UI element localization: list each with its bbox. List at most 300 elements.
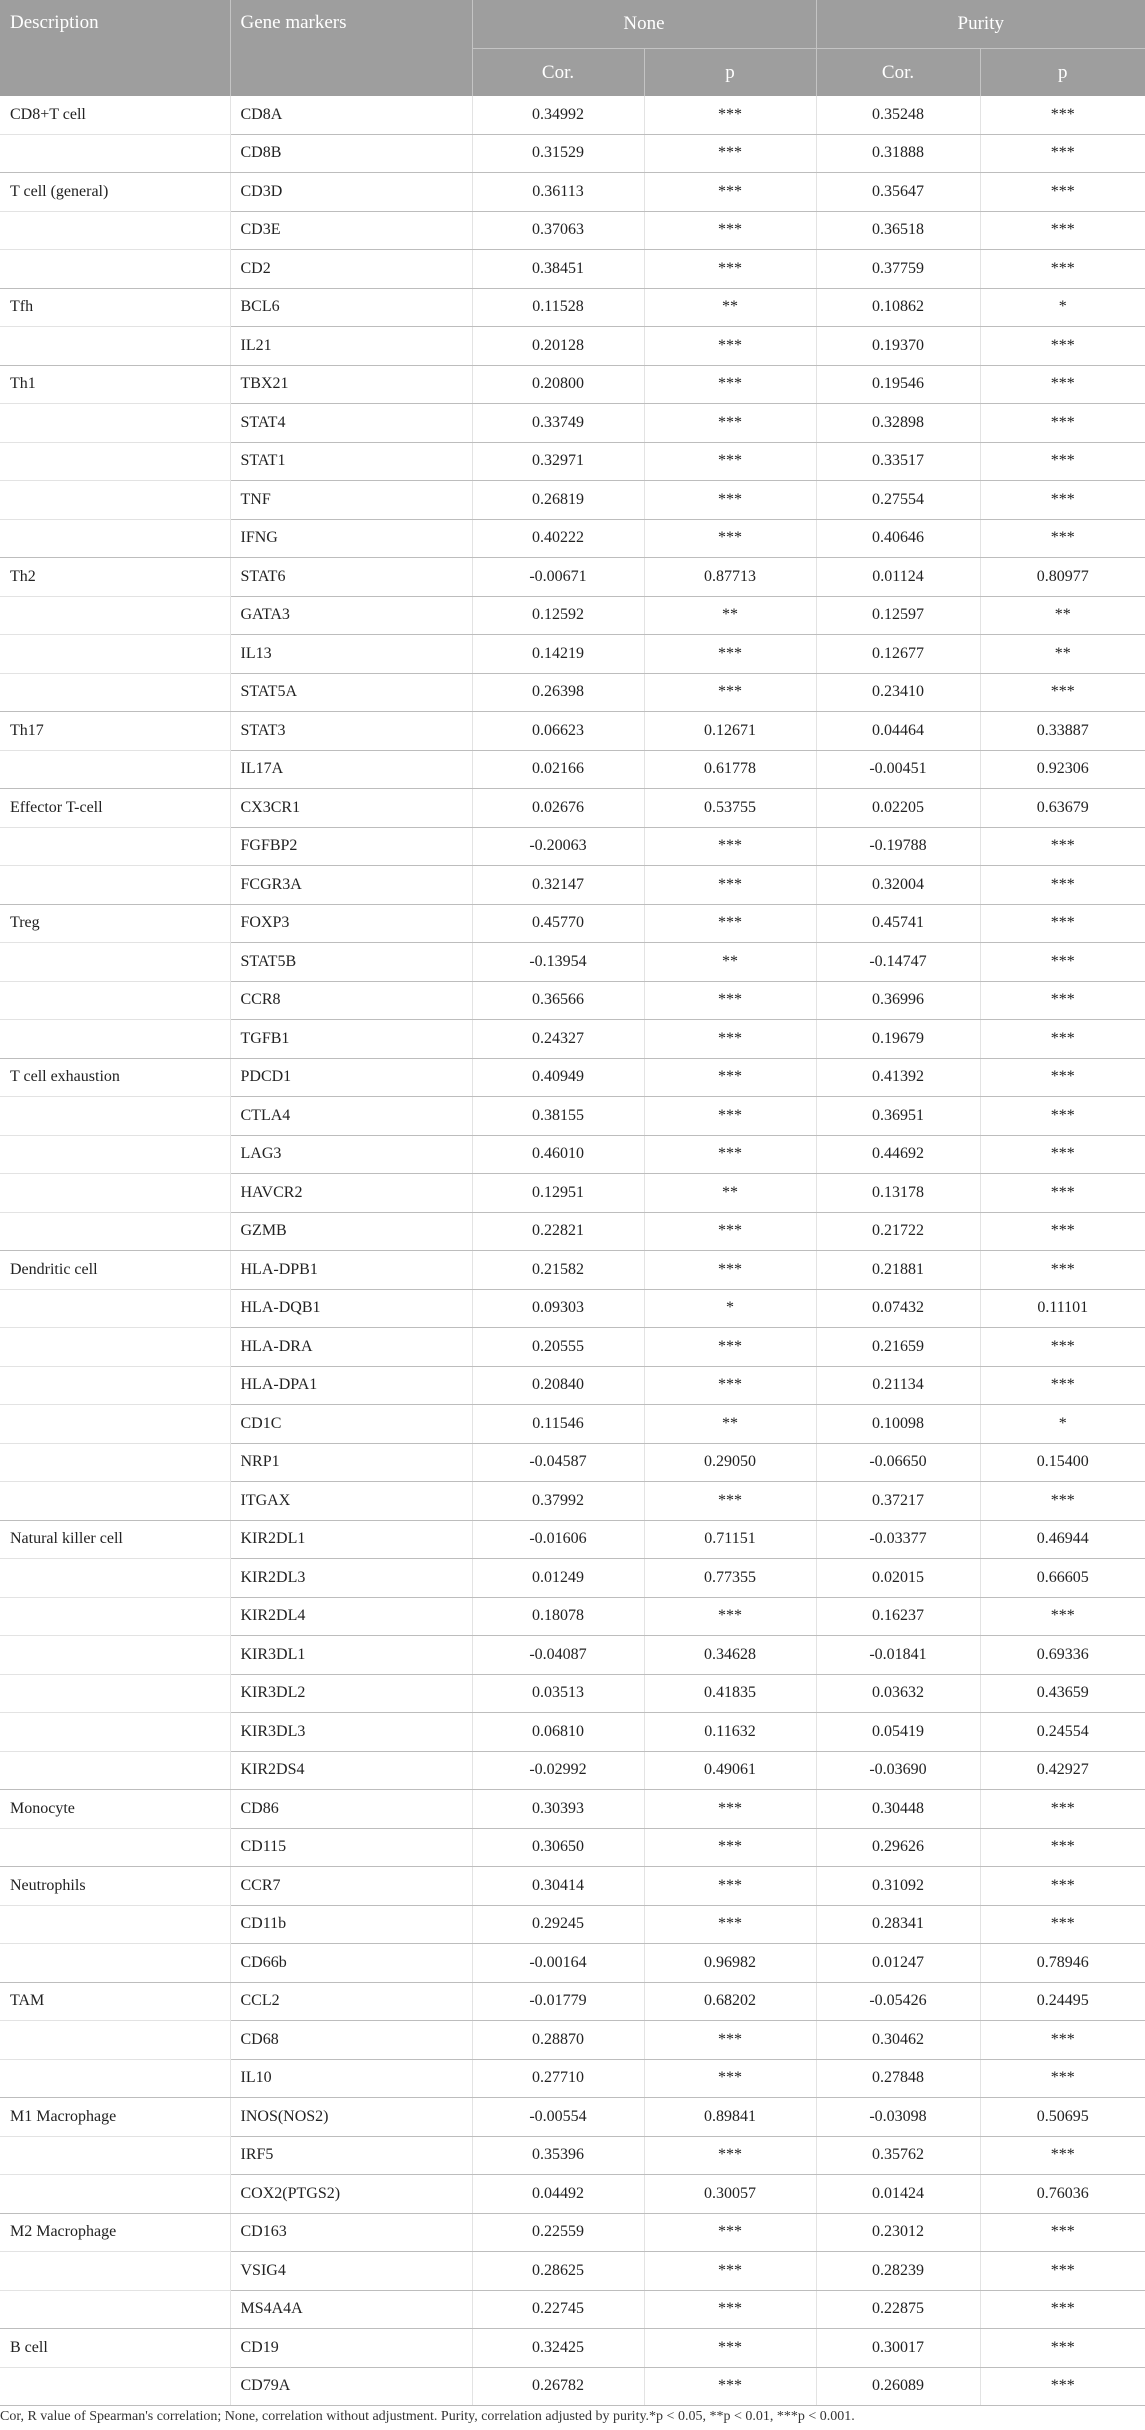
cell-none-cor: 0.27710: [472, 2059, 644, 2098]
cell-gene-marker: GATA3: [230, 596, 472, 635]
cell-description: Th17: [0, 712, 230, 751]
cell-description: CD8+T cell: [0, 96, 230, 134]
cell-purity-cor: 0.28239: [816, 2252, 980, 2291]
cell-purity-p: 0.42927: [980, 1751, 1145, 1790]
cell-purity-p: ***: [980, 1251, 1145, 1290]
table-row: [0, 1097, 1145, 1136]
cell-purity-p: **: [980, 596, 1145, 635]
cell-none-p: ***: [644, 1097, 816, 1136]
cell-none-cor: 0.26782: [472, 2367, 644, 2406]
cell-none-cor: 0.20840: [472, 1366, 644, 1405]
cell-purity-p: ***: [980, 943, 1145, 982]
header-purity-cor: Cor.: [816, 49, 980, 97]
cell-purity-p: ***: [980, 211, 1145, 250]
cell-none-p: **: [644, 596, 816, 635]
cell-gene-marker: COX2(PTGS2): [230, 2175, 472, 2214]
cell-none-p: ***: [644, 404, 816, 443]
cell-none-cor: 0.14219: [472, 635, 644, 674]
header-none-p: p: [644, 49, 816, 97]
cell-gene-marker: INOS(NOS2): [230, 2098, 472, 2137]
cell-description: B cell: [0, 2329, 230, 2368]
cell-none-p: ***: [644, 1905, 816, 1944]
cell-purity-p: ***: [980, 1097, 1145, 1136]
cell-description: [0, 2021, 230, 2060]
cell-description: [0, 2136, 230, 2175]
cell-description: Natural killer cell: [0, 1520, 230, 1559]
cell-purity-p: ***: [980, 866, 1145, 905]
cell-gene-marker: IL10: [230, 2059, 472, 2098]
cell-none-p: ***: [644, 250, 816, 289]
cell-purity-p: ***: [980, 673, 1145, 712]
cell-none-p: ***: [644, 1251, 816, 1290]
cell-gene-marker: KIR3DL3: [230, 1713, 472, 1752]
cell-none-cor: 0.37063: [472, 211, 644, 250]
cell-none-cor: 0.35396: [472, 2136, 644, 2175]
cell-none-cor: -0.02992: [472, 1751, 644, 1790]
cell-none-p: 0.12671: [644, 712, 816, 751]
cell-purity-p: 0.80977: [980, 558, 1145, 597]
cell-purity-p: 0.76036: [980, 2175, 1145, 2214]
table-row: [0, 1328, 1145, 1367]
cell-gene-marker: FCGR3A: [230, 866, 472, 905]
cell-none-p: ***: [644, 211, 816, 250]
cell-purity-p: 0.69336: [980, 1636, 1145, 1675]
cell-gene-marker: KIR2DL1: [230, 1520, 472, 1559]
cell-none-p: ***: [644, 2367, 816, 2406]
cell-none-cor: 0.12592: [472, 596, 644, 635]
table-row: [0, 1212, 1145, 1251]
cell-purity-cor: 0.07432: [816, 1289, 980, 1328]
cell-description: [0, 596, 230, 635]
cell-gene-marker: CD8B: [230, 134, 472, 173]
cell-description: [0, 1597, 230, 1636]
cell-gene-marker: MS4A4A: [230, 2290, 472, 2329]
cell-gene-marker: HLA-DPA1: [230, 1366, 472, 1405]
cell-none-cor: 0.34992: [472, 96, 644, 134]
cell-none-p: ***: [644, 442, 816, 481]
cell-purity-cor: 0.30448: [816, 1790, 980, 1829]
cell-description: Dendritic cell: [0, 1251, 230, 1290]
cell-purity-cor: 0.03632: [816, 1674, 980, 1713]
table-row: [0, 1944, 1145, 1983]
cell-purity-cor: 0.21722: [816, 1212, 980, 1251]
cell-purity-p: 0.43659: [980, 1674, 1145, 1713]
cell-none-cor: 0.36113: [472, 173, 644, 212]
cell-none-p: **: [644, 1174, 816, 1213]
cell-gene-marker: TGFB1: [230, 1020, 472, 1059]
cell-none-p: ***: [644, 1058, 816, 1097]
cell-purity-cor: 0.27848: [816, 2059, 980, 2098]
cell-purity-cor: 0.45741: [816, 904, 980, 943]
cell-description: [0, 2175, 230, 2214]
cell-purity-cor: 0.31092: [816, 1867, 980, 1906]
cell-purity-p: ***: [980, 519, 1145, 558]
cell-none-cor: 0.33749: [472, 404, 644, 443]
table-row: [0, 1713, 1145, 1752]
cell-description: [0, 1174, 230, 1213]
cell-none-cor: -0.00554: [472, 2098, 644, 2137]
cell-none-p: 0.30057: [644, 2175, 816, 2214]
cell-purity-cor: 0.12677: [816, 635, 980, 674]
cell-none-p: ***: [644, 1328, 816, 1367]
cell-purity-cor: -0.05426: [816, 1982, 980, 2021]
cell-description: [0, 2367, 230, 2406]
cell-none-p: ***: [644, 1212, 816, 1251]
cell-none-cor: 0.40222: [472, 519, 644, 558]
cell-purity-cor: 0.21881: [816, 1251, 980, 1290]
cell-description: [0, 211, 230, 250]
cell-gene-marker: NRP1: [230, 1443, 472, 1482]
cell-purity-p: ***: [980, 981, 1145, 1020]
cell-description: Tfh: [0, 288, 230, 327]
cell-none-p: 0.11632: [644, 1713, 816, 1752]
cell-none-p: ***: [644, 981, 816, 1020]
cell-gene-marker: KIR2DL4: [230, 1597, 472, 1636]
cell-purity-p: ***: [980, 1328, 1145, 1367]
table-footnote: Cor, R value of Spearman's correlation; None, correlation without adjustment. Purity, correlation adjusted by purity.*p < 0.05, **p < 0.01, ***p < 0.001.: [0, 2409, 855, 2424]
cell-purity-cor: 0.19370: [816, 327, 980, 366]
cell-gene-marker: KIR3DL2: [230, 1674, 472, 1713]
cell-gene-marker: CD86: [230, 1790, 472, 1829]
cell-gene-marker: FOXP3: [230, 904, 472, 943]
cell-purity-p: 0.24554: [980, 1713, 1145, 1752]
cell-description: [0, 866, 230, 905]
cell-purity-p: ***: [980, 1212, 1145, 1251]
table-row: [0, 481, 1145, 520]
cell-none-cor: 0.38155: [472, 1097, 644, 1136]
cell-purity-p: 0.92306: [980, 750, 1145, 789]
cell-description: Treg: [0, 904, 230, 943]
table-row: [0, 365, 1145, 404]
table-row: [0, 2059, 1145, 2098]
table-row: [0, 404, 1145, 443]
cell-description: [0, 1482, 230, 1521]
cell-none-cor: -0.00164: [472, 1944, 644, 1983]
cell-purity-cor: 0.37759: [816, 250, 980, 289]
cell-purity-cor: 0.10862: [816, 288, 980, 327]
table-row: [0, 1559, 1145, 1598]
cell-description: Th2: [0, 558, 230, 597]
cell-purity-p: ***: [980, 365, 1145, 404]
cell-description: T cell exhaustion: [0, 1058, 230, 1097]
cell-purity-p: ***: [980, 2290, 1145, 2329]
cell-purity-p: ***: [980, 2021, 1145, 2060]
cell-none-cor: -0.04587: [472, 1443, 644, 1482]
cell-gene-marker: IL13: [230, 635, 472, 674]
cell-none-p: ***: [644, 173, 816, 212]
table-row: [0, 442, 1145, 481]
cell-none-p: ***: [644, 1020, 816, 1059]
cell-purity-p: 0.15400: [980, 1443, 1145, 1482]
cell-purity-p: ***: [980, 404, 1145, 443]
cell-purity-cor: 0.37217: [816, 1482, 980, 1521]
cell-none-p: *: [644, 1289, 816, 1328]
cell-none-cor: 0.36566: [472, 981, 644, 1020]
cell-none-p: 0.68202: [644, 1982, 816, 2021]
cell-gene-marker: STAT1: [230, 442, 472, 481]
cell-purity-p: ***: [980, 96, 1145, 134]
cell-none-cor: 0.28625: [472, 2252, 644, 2291]
cell-none-p: ***: [644, 673, 816, 712]
cell-description: [0, 1212, 230, 1251]
cell-none-cor: 0.26398: [472, 673, 644, 712]
cell-gene-marker: IRF5: [230, 2136, 472, 2175]
cell-none-p: ***: [644, 827, 816, 866]
cell-purity-cor: -0.19788: [816, 827, 980, 866]
cell-purity-cor: 0.41392: [816, 1058, 980, 1097]
cell-none-p: ***: [644, 519, 816, 558]
header-none-cor: Cor.: [472, 49, 644, 97]
cell-purity-cor: 0.36951: [816, 1097, 980, 1136]
table-row: [0, 904, 1145, 943]
cell-purity-cor: 0.27554: [816, 481, 980, 520]
cell-none-p: ***: [644, 1597, 816, 1636]
cell-purity-cor: 0.19679: [816, 1020, 980, 1059]
cell-purity-cor: 0.36996: [816, 981, 980, 1020]
cell-purity-cor: -0.14747: [816, 943, 980, 982]
cell-gene-marker: GZMB: [230, 1212, 472, 1251]
cell-none-cor: 0.22745: [472, 2290, 644, 2329]
table-row: [0, 1020, 1145, 1059]
cell-none-cor: 0.03513: [472, 1674, 644, 1713]
cell-gene-marker: VSIG4: [230, 2252, 472, 2291]
cell-none-cor: 0.30393: [472, 1790, 644, 1829]
cell-purity-p: ***: [980, 173, 1145, 212]
cell-none-p: **: [644, 943, 816, 982]
cell-purity-cor: 0.23410: [816, 673, 980, 712]
cell-purity-p: ***: [980, 1597, 1145, 1636]
cell-none-cor: 0.32147: [472, 866, 644, 905]
cell-none-cor: 0.21582: [472, 1251, 644, 1290]
cell-gene-marker: CD3D: [230, 173, 472, 212]
cell-none-p: 0.96982: [644, 1944, 816, 1983]
header-gene-markers: Gene markers: [230, 0, 472, 96]
cell-none-cor: 0.45770: [472, 904, 644, 943]
cell-none-p: ***: [644, 1482, 816, 1521]
cell-none-p: 0.87713: [644, 558, 816, 597]
cell-gene-marker: PDCD1: [230, 1058, 472, 1097]
cell-description: [0, 442, 230, 481]
table-row: [0, 789, 1145, 828]
cell-purity-cor: 0.30017: [816, 2329, 980, 2368]
cell-none-p: ***: [644, 1135, 816, 1174]
cell-none-cor: 0.20800: [472, 365, 644, 404]
cell-description: [0, 1944, 230, 1983]
cell-purity-cor: 0.02205: [816, 789, 980, 828]
cell-none-cor: 0.09303: [472, 1289, 644, 1328]
table-row: [0, 173, 1145, 212]
cell-none-p: 0.77355: [644, 1559, 816, 1598]
cell-purity-cor: -0.00451: [816, 750, 980, 789]
cell-description: [0, 404, 230, 443]
cell-none-p: ***: [644, 2252, 816, 2291]
cell-gene-marker: STAT4: [230, 404, 472, 443]
cell-purity-p: 0.33887: [980, 712, 1145, 751]
cell-purity-cor: 0.01124: [816, 558, 980, 597]
cell-purity-cor: 0.04464: [816, 712, 980, 751]
cell-purity-p: ***: [980, 134, 1145, 173]
cell-none-cor: 0.20128: [472, 327, 644, 366]
cell-description: [0, 943, 230, 982]
cell-none-p: ***: [644, 2329, 816, 2368]
cell-purity-p: ***: [980, 1366, 1145, 1405]
table-row: [0, 943, 1145, 982]
cell-gene-marker: STAT6: [230, 558, 472, 597]
cell-none-cor: 0.01249: [472, 1559, 644, 1598]
cell-gene-marker: TNF: [230, 481, 472, 520]
cell-purity-cor: 0.13178: [816, 1174, 980, 1213]
cell-purity-cor: -0.03690: [816, 1751, 980, 1790]
cell-purity-cor: 0.32004: [816, 866, 980, 905]
cell-purity-p: ***: [980, 442, 1145, 481]
cell-gene-marker: CCL2: [230, 1982, 472, 2021]
cell-purity-p: ***: [980, 2213, 1145, 2252]
cell-purity-p: ***: [980, 1867, 1145, 1906]
cell-purity-cor: 0.35762: [816, 2136, 980, 2175]
cell-purity-p: ***: [980, 1020, 1145, 1059]
cell-gene-marker: CCR8: [230, 981, 472, 1020]
cell-none-p: ***: [644, 2059, 816, 2098]
table-row: [0, 2213, 1145, 2252]
cell-description: Neutrophils: [0, 1867, 230, 1906]
cell-gene-marker: CTLA4: [230, 1097, 472, 1136]
cell-none-p: ***: [644, 1828, 816, 1867]
cell-none-cor: -0.01606: [472, 1520, 644, 1559]
cell-none-p: ***: [644, 134, 816, 173]
cell-none-cor: -0.04087: [472, 1636, 644, 1675]
table-row: [0, 1636, 1145, 1675]
cell-none-cor: -0.20063: [472, 827, 644, 866]
cell-gene-marker: CD68: [230, 2021, 472, 2060]
cell-purity-p: ***: [980, 1135, 1145, 1174]
cell-none-cor: 0.38451: [472, 250, 644, 289]
cell-none-p: ***: [644, 904, 816, 943]
cell-description: M1 Macrophage: [0, 2098, 230, 2137]
cell-description: Monocyte: [0, 1790, 230, 1829]
cell-none-cor: 0.12951: [472, 1174, 644, 1213]
cell-none-cor: 0.04492: [472, 2175, 644, 2214]
cell-none-cor: 0.02166: [472, 750, 644, 789]
cell-purity-p: 0.63679: [980, 789, 1145, 828]
cell-none-p: 0.53755: [644, 789, 816, 828]
table-row: [0, 1867, 1145, 1906]
cell-purity-p: ***: [980, 327, 1145, 366]
header-description: Description: [0, 0, 230, 96]
cell-none-p: ***: [644, 2290, 816, 2329]
cell-gene-marker: CD1C: [230, 1405, 472, 1444]
header-purity: Purity: [816, 0, 1145, 49]
cell-purity-p: *: [980, 1405, 1145, 1444]
cell-purity-cor: 0.26089: [816, 2367, 980, 2406]
cell-gene-marker: CD115: [230, 1828, 472, 1867]
table-row: [0, 981, 1145, 1020]
table-row: [0, 635, 1145, 674]
cell-description: T cell (general): [0, 173, 230, 212]
cell-gene-marker: HLA-DQB1: [230, 1289, 472, 1328]
cell-gene-marker: CCR7: [230, 1867, 472, 1906]
cell-purity-p: ***: [980, 904, 1145, 943]
cell-description: [0, 1443, 230, 1482]
cell-purity-p: ***: [980, 2136, 1145, 2175]
table-row: [0, 1674, 1145, 1713]
table-row: [0, 2367, 1145, 2406]
cell-purity-p: ***: [980, 1482, 1145, 1521]
cell-description: [0, 1328, 230, 1367]
cell-description: [0, 635, 230, 674]
cell-description: [0, 1366, 230, 1405]
cell-purity-p: ***: [980, 250, 1145, 289]
cell-description: [0, 1751, 230, 1790]
cell-description: [0, 1559, 230, 1598]
cell-none-cor: 0.32425: [472, 2329, 644, 2368]
table-row: [0, 2290, 1145, 2329]
table-row: [0, 288, 1145, 327]
cell-none-cor: 0.46010: [472, 1135, 644, 1174]
cell-purity-cor: 0.23012: [816, 2213, 980, 2252]
cell-none-cor: 0.31529: [472, 134, 644, 173]
cell-gene-marker: CD11b: [230, 1905, 472, 1944]
cell-gene-marker: CD79A: [230, 2367, 472, 2406]
cell-gene-marker: TBX21: [230, 365, 472, 404]
cell-description: [0, 1135, 230, 1174]
cell-purity-cor: -0.01841: [816, 1636, 980, 1675]
cell-gene-marker: STAT3: [230, 712, 472, 751]
cell-gene-marker: ITGAX: [230, 1482, 472, 1521]
cell-purity-cor: 0.21134: [816, 1366, 980, 1405]
cell-gene-marker: HLA-DRA: [230, 1328, 472, 1367]
header-purity-p: p: [980, 49, 1145, 97]
cell-purity-cor: -0.03377: [816, 1520, 980, 1559]
cell-gene-marker: CD66b: [230, 1944, 472, 1983]
cell-gene-marker: CD2: [230, 250, 472, 289]
cell-purity-cor: 0.29626: [816, 1828, 980, 1867]
cell-purity-p: ***: [980, 2329, 1145, 2368]
cell-none-p: 0.29050: [644, 1443, 816, 1482]
cell-description: [0, 2059, 230, 2098]
cell-gene-marker: KIR3DL1: [230, 1636, 472, 1675]
table-row: [0, 1597, 1145, 1636]
cell-description: [0, 1713, 230, 1752]
cell-none-cor: 0.26819: [472, 481, 644, 520]
cell-none-p: ***: [644, 635, 816, 674]
cell-purity-cor: 0.12597: [816, 596, 980, 635]
cell-purity-p: ***: [980, 481, 1145, 520]
cell-none-p: ***: [644, 2021, 816, 2060]
cell-none-cor: 0.29245: [472, 1905, 644, 1944]
cell-none-cor: 0.40949: [472, 1058, 644, 1097]
cell-none-cor: 0.32971: [472, 442, 644, 481]
cell-description: [0, 750, 230, 789]
cell-purity-cor: -0.03098: [816, 2098, 980, 2137]
table-row: [0, 1828, 1145, 1867]
cell-gene-marker: IFNG: [230, 519, 472, 558]
cell-gene-marker: KIR2DL3: [230, 1559, 472, 1598]
cell-purity-cor: 0.19546: [816, 365, 980, 404]
cell-purity-cor: 0.02015: [816, 1559, 980, 1598]
cell-purity-cor: 0.01247: [816, 1944, 980, 1983]
cell-purity-cor: 0.35647: [816, 173, 980, 212]
cell-gene-marker: CX3CR1: [230, 789, 472, 828]
cell-gene-marker: CD163: [230, 2213, 472, 2252]
table-row: [0, 1058, 1145, 1097]
table-row: [0, 2021, 1145, 2060]
header-none: None: [472, 0, 816, 49]
table-row: [0, 2252, 1145, 2291]
cell-purity-cor: 0.22875: [816, 2290, 980, 2329]
table-row: [0, 1751, 1145, 1790]
table-row: [0, 596, 1145, 635]
cell-purity-p: 0.46944: [980, 1520, 1145, 1559]
